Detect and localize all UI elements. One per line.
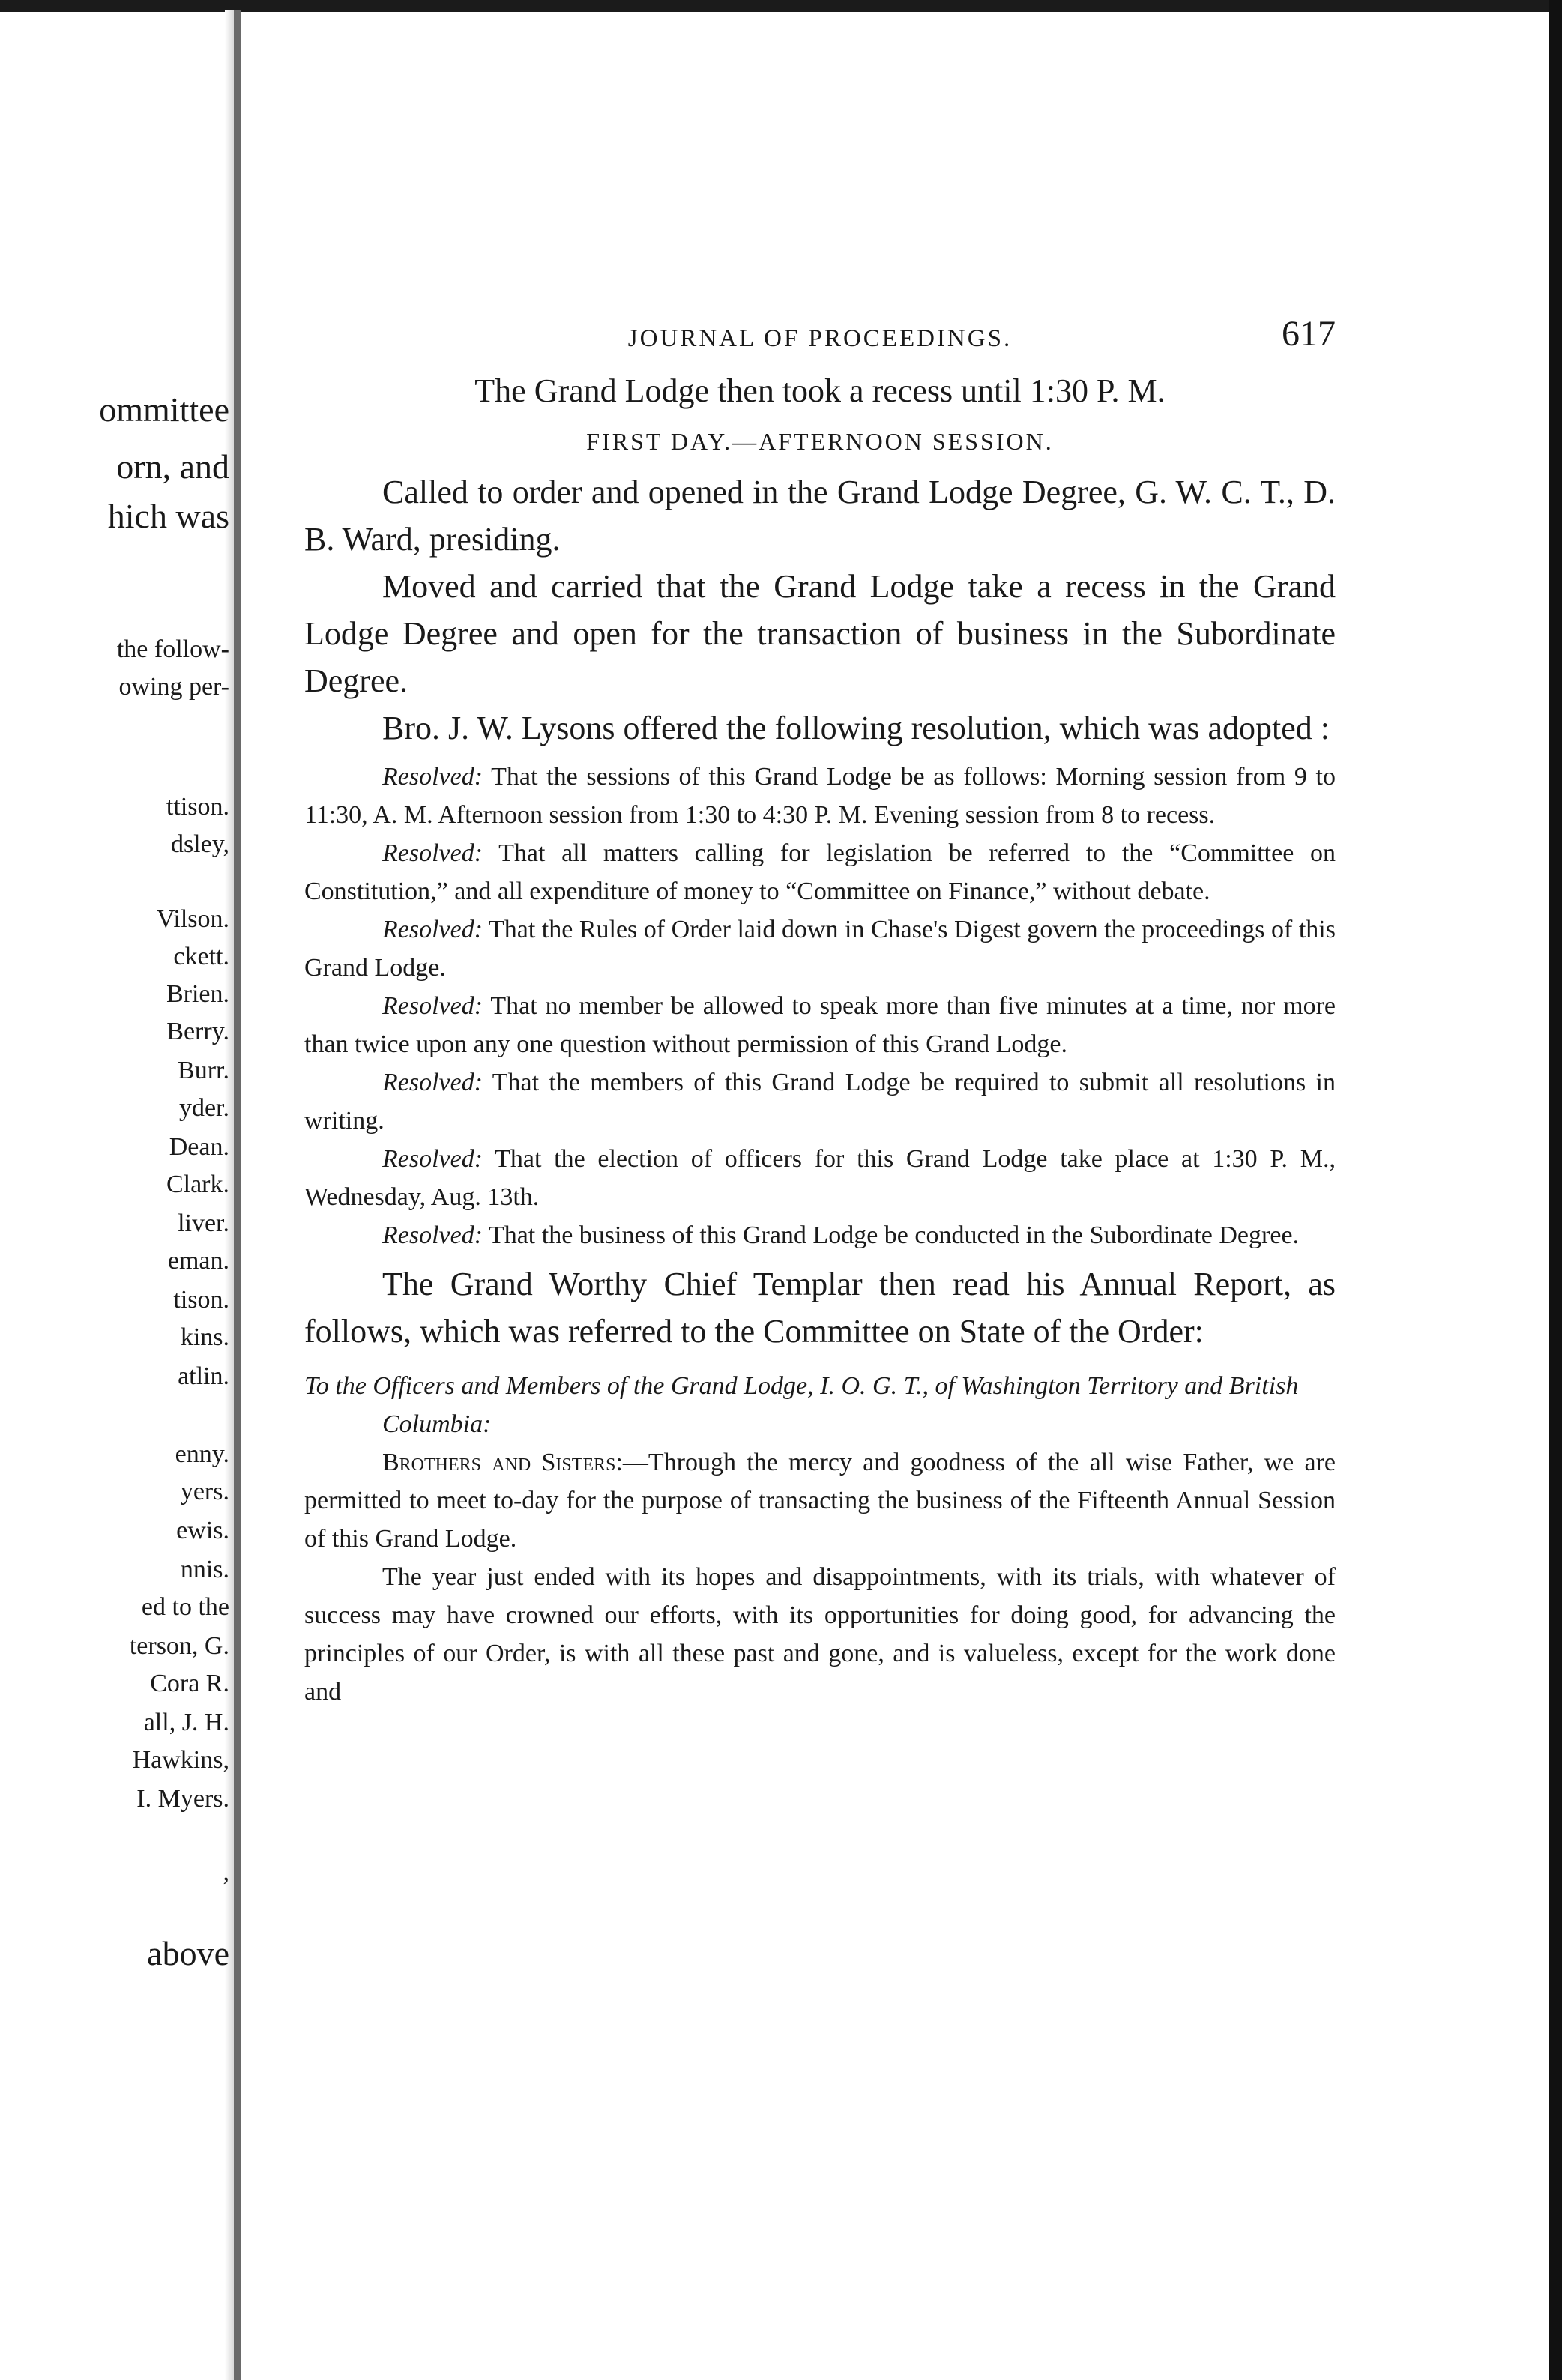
previous-page-fragment: ed to the xyxy=(141,1593,229,1621)
previous-page-fragment: I. Myers. xyxy=(136,1785,229,1813)
resolution-text: That the sessions of this Grand Lodge be as follows: Morning session from 9 to 11:30, A. M. Afternoon session from 1:30 to 4:30 P. M. Evening session from 8 to recess. xyxy=(304,763,1336,829)
book-gutter xyxy=(234,10,241,2380)
previous-page-fragment: tison. xyxy=(173,1286,229,1314)
resolution-text: That all matters calling for legislation be referred to the “Committee on Constitution,” and all expenditure of money to “Committee on Finance,” without debate. xyxy=(304,839,1336,905)
previous-page-fragment: eman. xyxy=(167,1247,229,1275)
previous-page-fragment: liver. xyxy=(178,1209,229,1237)
resolution-item xyxy=(304,910,1336,987)
salutation-label: Brothers and Sisters xyxy=(382,1449,616,1476)
paragraph-recess-motion: Moved and carried that the Grand Lodge take a recess in the Grand Lodge Degree and open for the transaction of business in the Subordinate Degree. xyxy=(304,568,1336,699)
previous-page-fragment: owing per- xyxy=(118,673,229,701)
previous-page-fragment: orn, and xyxy=(116,447,229,486)
previous-page-fragment: atlin. xyxy=(178,1362,229,1390)
journal-page xyxy=(304,307,1336,1711)
previous-page-fragment: hich was xyxy=(107,497,229,535)
previous-page-fragment: Vilson. xyxy=(156,905,229,933)
previous-page-fragment: Burr. xyxy=(178,1057,229,1084)
resolution-item xyxy=(304,1216,1336,1254)
previous-page-fragment: ckett. xyxy=(173,943,229,970)
resolution-label: Resolved: xyxy=(382,1221,483,1249)
previous-page-fragment: ttison. xyxy=(166,793,229,821)
report-address: To the Officers and Members of the Grand Lodge, I. O. G. T., of Washington Territory and British Columbia: xyxy=(304,1372,1299,1438)
scan-right-edge xyxy=(1549,0,1562,2380)
paragraph-resolution-intro: Bro. J. W. Lysons offered the following resolution, which was adopted : xyxy=(382,710,1330,746)
resolutions-list xyxy=(304,758,1336,1254)
previous-page-fragment: Cora R. xyxy=(150,1670,229,1697)
report-closing-paragraph: The year just ended with its hopes and disappointments, with its trials, with whatever of success may have crowned our efforts, with its opportunities for doing good, for advancing the principles of our Order, is with all these past and gone, and is valueless, except for the work done and xyxy=(304,1563,1336,1706)
previous-page-fragment: the follow- xyxy=(116,635,229,663)
previous-page-fragment: Brien. xyxy=(166,980,229,1008)
resolution-item xyxy=(304,758,1336,834)
previous-page-fragment: nnis. xyxy=(180,1556,229,1583)
page-number: 617 xyxy=(1282,314,1336,354)
resolution-text: That the business of this Grand Lodge be conducted in the Subordinate Degree. xyxy=(488,1221,1300,1249)
resolution-text: That the Rules of Order laid down in Chase's Digest govern the proceedings of this Grand Lodge. xyxy=(304,916,1336,982)
previous-page-fragment: Berry. xyxy=(166,1018,229,1045)
section-heading: FIRST DAY.—AFTERNOON SESSION. xyxy=(586,428,1054,455)
paragraph-call-to-order: Called to order and opened in the Grand Lodge Degree, G. W. C. T., D. B. Ward, presiding. xyxy=(304,474,1336,558)
previous-page-fragment: all, J. H. xyxy=(143,1709,229,1736)
resolution-item xyxy=(304,1140,1336,1216)
previous-page-fragment: ewis. xyxy=(176,1517,229,1544)
resolution-label: Resolved: xyxy=(382,992,483,1020)
previous-page-fragment: above xyxy=(147,1934,229,1972)
resolution-label: Resolved: xyxy=(382,839,483,867)
previous-page-fragment: , xyxy=(223,1858,229,1886)
salutation-text: :—Through the mercy and goodness of the all wise Father, we are permitted to meet to-day for the purpose of transacting the business of the Fifteenth Annual Session of this Grand Lodge. xyxy=(304,1449,1336,1553)
paragraph-report-intro: The Grand Worthy Chief Templar then read his Annual Report, as follows, which was referred to the Committee on State of the Order: xyxy=(304,1266,1336,1350)
resolution-item xyxy=(304,1063,1336,1140)
resolution-label: Resolved: xyxy=(382,763,483,791)
report-salutation xyxy=(304,1443,1336,1558)
previous-page-fragment: Clark. xyxy=(166,1171,229,1198)
previous-page-fragment: Dean. xyxy=(169,1133,229,1161)
recess-line: The Grand Lodge then took a recess until 1:30 P. M. xyxy=(474,372,1166,409)
previous-page-fragment: kins. xyxy=(180,1323,229,1351)
resolution-text: That the election of officers for this Grand Lodge take place at 1:30 P. M., Wednesday, Aug. 13th. xyxy=(304,1145,1336,1211)
previous-page-fragment: ommittee xyxy=(99,390,229,429)
resolution-label: Resolved: xyxy=(382,1069,483,1096)
resolution-text: That the members of this Grand Lodge be required to submit all resolutions in writing. xyxy=(304,1069,1336,1135)
previous-page-fragment: terson, G. xyxy=(129,1632,229,1660)
previous-page-fragments xyxy=(0,0,229,2380)
resolution-text: That no member be allowed to speak more than five minutes at a time, nor more than twice upon any one question without permission of this Grand Lodge. xyxy=(304,992,1336,1058)
previous-page-fragment: enny. xyxy=(175,1440,229,1468)
running-head xyxy=(304,307,1336,367)
resolution-item xyxy=(304,834,1336,910)
previous-page-fragment: Hawkins, xyxy=(132,1746,229,1774)
previous-page-fragment: yder. xyxy=(178,1094,229,1122)
running-title: JOURNAL OF PROCEEDINGS. xyxy=(627,325,1013,352)
previous-page-fragment: yers. xyxy=(180,1478,229,1505)
resolution-label: Resolved: xyxy=(382,916,483,943)
resolution-label: Resolved: xyxy=(382,1145,483,1173)
previous-page-fragment: dsley, xyxy=(170,830,229,858)
resolution-item xyxy=(304,987,1336,1063)
